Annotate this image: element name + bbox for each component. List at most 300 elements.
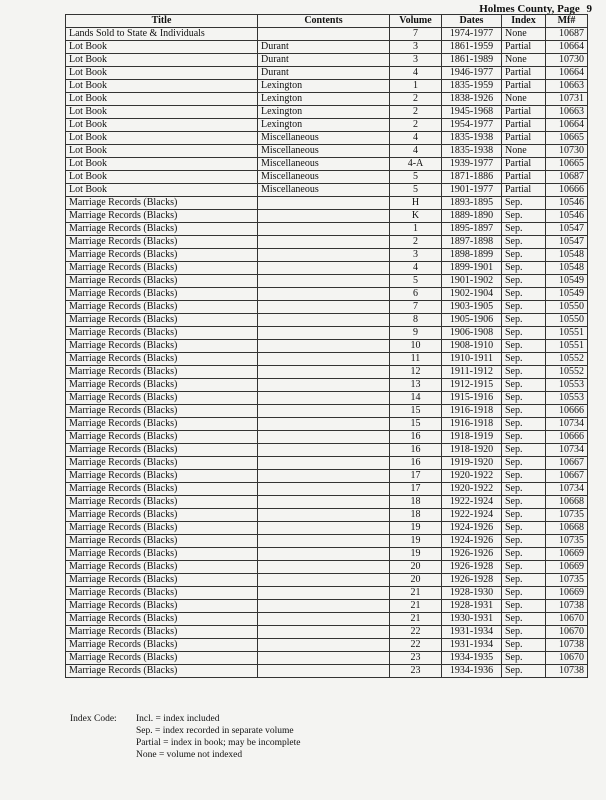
cell-dates: 1930-1931 bbox=[442, 613, 502, 626]
cell-volume: 4 bbox=[390, 132, 442, 145]
cell-contents bbox=[258, 288, 390, 301]
cell-volume: 15 bbox=[390, 418, 442, 431]
cell-volume: 12 bbox=[390, 366, 442, 379]
cell-mf: 10668 bbox=[546, 496, 588, 509]
table-row bbox=[66, 184, 588, 197]
cell-title: Lands Sold to State & Individuals bbox=[66, 28, 258, 41]
cell-volume: 2 bbox=[390, 93, 442, 106]
cell-contents: Lexington bbox=[258, 80, 390, 93]
cell-mf: 10547 bbox=[546, 223, 588, 236]
table-row bbox=[66, 470, 588, 483]
cell-dates: 1902-1904 bbox=[442, 288, 502, 301]
table-row bbox=[66, 639, 588, 652]
cell-title: Lot Book bbox=[66, 184, 258, 197]
cell-index: Sep. bbox=[502, 548, 546, 561]
cell-index: None bbox=[502, 93, 546, 106]
cell-dates: 1922-1924 bbox=[442, 509, 502, 522]
cell-dates: 1861-1959 bbox=[442, 41, 502, 54]
table-row bbox=[66, 119, 588, 132]
cell-mf: 10551 bbox=[546, 327, 588, 340]
cell-mf: 10548 bbox=[546, 262, 588, 275]
table-row bbox=[66, 496, 588, 509]
cell-mf: 10670 bbox=[546, 652, 588, 665]
cell-mf: 10734 bbox=[546, 418, 588, 431]
table-row bbox=[66, 613, 588, 626]
cell-title: Lot Book bbox=[66, 93, 258, 106]
cell-title: Marriage Records (Blacks) bbox=[66, 210, 258, 223]
cell-index: None bbox=[502, 54, 546, 67]
cell-title: Marriage Records (Blacks) bbox=[66, 470, 258, 483]
cell-title: Lot Book bbox=[66, 158, 258, 171]
cell-contents bbox=[258, 522, 390, 535]
cell-dates: 1903-1905 bbox=[442, 301, 502, 314]
cell-contents: Durant bbox=[258, 41, 390, 54]
cell-dates: 1926-1928 bbox=[442, 574, 502, 587]
cell-contents bbox=[258, 262, 390, 275]
cell-dates: 1926-1926 bbox=[442, 548, 502, 561]
cell-volume: 2 bbox=[390, 106, 442, 119]
cell-mf: 10735 bbox=[546, 574, 588, 587]
table-row bbox=[66, 483, 588, 496]
cell-volume: 1 bbox=[390, 80, 442, 93]
cell-contents bbox=[258, 457, 390, 470]
cell-title: Marriage Records (Blacks) bbox=[66, 249, 258, 262]
table-row bbox=[66, 600, 588, 613]
cell-index: Partial bbox=[502, 106, 546, 119]
cell-contents bbox=[258, 249, 390, 262]
cell-contents: Miscellaneous bbox=[258, 171, 390, 184]
cell-volume: 16 bbox=[390, 444, 442, 457]
cell-title: Lot Book bbox=[66, 132, 258, 145]
cell-contents bbox=[258, 483, 390, 496]
cell-volume: 8 bbox=[390, 314, 442, 327]
cell-title: Marriage Records (Blacks) bbox=[66, 301, 258, 314]
cell-index: Sep. bbox=[502, 392, 546, 405]
cell-mf: 10553 bbox=[546, 379, 588, 392]
column-header-contents: Contents bbox=[258, 15, 390, 28]
cell-dates: 1934-1935 bbox=[442, 652, 502, 665]
cell-contents bbox=[258, 548, 390, 561]
cell-contents bbox=[258, 574, 390, 587]
table-row bbox=[66, 249, 588, 262]
cell-contents: Durant bbox=[258, 54, 390, 67]
cell-dates: 1893-1895 bbox=[442, 197, 502, 210]
cell-mf: 10665 bbox=[546, 132, 588, 145]
cell-dates: 1931-1934 bbox=[442, 639, 502, 652]
cell-index: None bbox=[502, 28, 546, 41]
legend-items bbox=[136, 713, 396, 761]
cell-dates: 1928-1930 bbox=[442, 587, 502, 600]
cell-dates: 1934-1936 bbox=[442, 665, 502, 678]
cell-contents: Lexington bbox=[258, 119, 390, 132]
cell-dates: 1915-1916 bbox=[442, 392, 502, 405]
cell-index: Sep. bbox=[502, 405, 546, 418]
cell-index: Partial bbox=[502, 67, 546, 80]
cell-contents bbox=[258, 197, 390, 210]
cell-contents bbox=[258, 509, 390, 522]
cell-volume: 9 bbox=[390, 327, 442, 340]
cell-title: Marriage Records (Blacks) bbox=[66, 366, 258, 379]
cell-title: Marriage Records (Blacks) bbox=[66, 496, 258, 509]
cell-contents bbox=[258, 470, 390, 483]
cell-mf: 10666 bbox=[546, 405, 588, 418]
cell-title: Marriage Records (Blacks) bbox=[66, 327, 258, 340]
cell-contents: Miscellaneous bbox=[258, 184, 390, 197]
cell-dates: 1919-1920 bbox=[442, 457, 502, 470]
cell-title: Lot Book bbox=[66, 171, 258, 184]
cell-contents bbox=[258, 275, 390, 288]
cell-contents bbox=[258, 379, 390, 392]
cell-contents bbox=[258, 639, 390, 652]
table-row bbox=[66, 158, 588, 171]
cell-volume: 5 bbox=[390, 171, 442, 184]
cell-contents bbox=[258, 405, 390, 418]
cell-index: Sep. bbox=[502, 444, 546, 457]
table-row bbox=[66, 288, 588, 301]
legend-title: Index Code: bbox=[70, 714, 117, 724]
cell-dates: 1924-1926 bbox=[442, 535, 502, 548]
cell-dates: 1974-1977 bbox=[442, 28, 502, 41]
cell-index: Sep. bbox=[502, 535, 546, 548]
cell-contents bbox=[258, 392, 390, 405]
cell-index: Sep. bbox=[502, 496, 546, 509]
cell-mf: 10667 bbox=[546, 457, 588, 470]
cell-mf: 10547 bbox=[546, 236, 588, 249]
cell-contents bbox=[258, 535, 390, 548]
table-row bbox=[66, 522, 588, 535]
cell-volume: 5 bbox=[390, 184, 442, 197]
cell-index: Sep. bbox=[502, 236, 546, 249]
cell-mf: 10552 bbox=[546, 366, 588, 379]
table-row bbox=[66, 327, 588, 340]
table-row bbox=[66, 106, 588, 119]
cell-title: Marriage Records (Blacks) bbox=[66, 483, 258, 496]
cell-volume: 7 bbox=[390, 301, 442, 314]
cell-index: Partial bbox=[502, 171, 546, 184]
cell-contents: Miscellaneous bbox=[258, 132, 390, 145]
cell-mf: 10669 bbox=[546, 561, 588, 574]
cell-contents bbox=[258, 327, 390, 340]
cell-mf: 10664 bbox=[546, 41, 588, 54]
cell-mf: 10664 bbox=[546, 119, 588, 132]
cell-dates: 1912-1915 bbox=[442, 379, 502, 392]
cell-index: Sep. bbox=[502, 301, 546, 314]
cell-title: Marriage Records (Blacks) bbox=[66, 652, 258, 665]
cell-volume: 6 bbox=[390, 288, 442, 301]
cell-index: Sep. bbox=[502, 353, 546, 366]
cell-dates: 1906-1908 bbox=[442, 327, 502, 340]
cell-volume: 17 bbox=[390, 483, 442, 496]
table-row bbox=[66, 405, 588, 418]
cell-index: Partial bbox=[502, 132, 546, 145]
cell-mf: 10670 bbox=[546, 626, 588, 639]
table-row bbox=[66, 171, 588, 184]
cell-title: Marriage Records (Blacks) bbox=[66, 418, 258, 431]
cell-contents bbox=[258, 613, 390, 626]
cell-contents bbox=[258, 353, 390, 366]
cell-contents bbox=[258, 665, 390, 678]
cell-index: Sep. bbox=[502, 626, 546, 639]
cell-index: Sep. bbox=[502, 665, 546, 678]
cell-mf: 10667 bbox=[546, 470, 588, 483]
cell-contents bbox=[258, 652, 390, 665]
cell-mf: 10738 bbox=[546, 665, 588, 678]
column-header-dates: Dates bbox=[442, 15, 502, 28]
cell-mf: 10664 bbox=[546, 67, 588, 80]
cell-contents bbox=[258, 340, 390, 353]
cell-title: Marriage Records (Blacks) bbox=[66, 405, 258, 418]
cell-title: Marriage Records (Blacks) bbox=[66, 535, 258, 548]
cell-contents: Miscellaneous bbox=[258, 145, 390, 158]
cell-volume: 13 bbox=[390, 379, 442, 392]
cell-title: Marriage Records (Blacks) bbox=[66, 262, 258, 275]
cell-dates: 1920-1922 bbox=[442, 483, 502, 496]
cell-contents bbox=[258, 561, 390, 574]
cell-title: Marriage Records (Blacks) bbox=[66, 639, 258, 652]
cell-mf: 10668 bbox=[546, 522, 588, 535]
cell-dates: 1835-1938 bbox=[442, 132, 502, 145]
cell-contents: Lexington bbox=[258, 106, 390, 119]
cell-title: Marriage Records (Blacks) bbox=[66, 392, 258, 405]
cell-contents bbox=[258, 626, 390, 639]
cell-volume: 16 bbox=[390, 457, 442, 470]
cell-index: Sep. bbox=[502, 275, 546, 288]
table-row bbox=[66, 379, 588, 392]
page-number: 9 bbox=[586, 3, 592, 15]
cell-mf: 10550 bbox=[546, 314, 588, 327]
cell-volume: 14 bbox=[390, 392, 442, 405]
county-page-label: Holmes County, Page bbox=[479, 3, 580, 15]
cell-title: Marriage Records (Blacks) bbox=[66, 613, 258, 626]
cell-contents: Durant bbox=[258, 67, 390, 80]
cell-mf: 10665 bbox=[546, 158, 588, 171]
cell-title: Marriage Records (Blacks) bbox=[66, 509, 258, 522]
table-row bbox=[66, 314, 588, 327]
cell-title: Marriage Records (Blacks) bbox=[66, 340, 258, 353]
cell-volume: 1 bbox=[390, 223, 442, 236]
cell-title: Lot Book bbox=[66, 54, 258, 67]
cell-index: Sep. bbox=[502, 210, 546, 223]
cell-mf: 10546 bbox=[546, 210, 588, 223]
cell-title: Marriage Records (Blacks) bbox=[66, 574, 258, 587]
cell-volume: 18 bbox=[390, 509, 442, 522]
cell-dates: 1905-1906 bbox=[442, 314, 502, 327]
table-row bbox=[66, 28, 588, 41]
cell-title: Marriage Records (Blacks) bbox=[66, 353, 258, 366]
cell-title: Marriage Records (Blacks) bbox=[66, 444, 258, 457]
table-row bbox=[66, 561, 588, 574]
table-row bbox=[66, 262, 588, 275]
table-row bbox=[66, 197, 588, 210]
cell-mf: 10669 bbox=[546, 548, 588, 561]
legend-item: None = volume not indexed bbox=[136, 750, 243, 760]
table-row bbox=[66, 626, 588, 639]
cell-dates: 1895-1897 bbox=[442, 223, 502, 236]
legend-item: Sep. = index recorded in separate volume bbox=[136, 726, 294, 736]
records-table bbox=[65, 14, 588, 678]
cell-volume: 2 bbox=[390, 236, 442, 249]
cell-mf: 10731 bbox=[546, 93, 588, 106]
cell-dates: 1835-1938 bbox=[442, 145, 502, 158]
cell-index: Sep. bbox=[502, 574, 546, 587]
cell-title: Marriage Records (Blacks) bbox=[66, 431, 258, 444]
cell-dates: 1897-1898 bbox=[442, 236, 502, 249]
cell-index: Partial bbox=[502, 158, 546, 171]
column-header-title: Title bbox=[66, 15, 258, 28]
cell-title: Lot Book bbox=[66, 80, 258, 93]
cell-dates: 1946-1977 bbox=[442, 67, 502, 80]
cell-index: Sep. bbox=[502, 509, 546, 522]
cell-dates: 1908-1910 bbox=[442, 340, 502, 353]
cell-mf: 10550 bbox=[546, 301, 588, 314]
cell-dates: 1861-1989 bbox=[442, 54, 502, 67]
cell-dates: 1928-1931 bbox=[442, 600, 502, 613]
table-row bbox=[66, 145, 588, 158]
cell-volume: 21 bbox=[390, 587, 442, 600]
cell-dates: 1899-1901 bbox=[442, 262, 502, 275]
cell-contents bbox=[258, 431, 390, 444]
cell-index: Sep. bbox=[502, 470, 546, 483]
cell-mf: 10666 bbox=[546, 431, 588, 444]
cell-title: Marriage Records (Blacks) bbox=[66, 275, 258, 288]
cell-index: Sep. bbox=[502, 366, 546, 379]
table-row bbox=[66, 275, 588, 288]
cell-mf: 10663 bbox=[546, 106, 588, 119]
cell-index: Sep. bbox=[502, 418, 546, 431]
table-row bbox=[66, 54, 588, 67]
cell-title: Marriage Records (Blacks) bbox=[66, 561, 258, 574]
table-row bbox=[66, 652, 588, 665]
cell-volume: 20 bbox=[390, 561, 442, 574]
cell-mf: 10549 bbox=[546, 288, 588, 301]
cell-dates: 1889-1890 bbox=[442, 210, 502, 223]
cell-title: Lot Book bbox=[66, 119, 258, 132]
cell-contents bbox=[258, 496, 390, 509]
cell-dates: 1918-1919 bbox=[442, 431, 502, 444]
table-row bbox=[66, 41, 588, 54]
cell-title: Lot Book bbox=[66, 41, 258, 54]
cell-title: Marriage Records (Blacks) bbox=[66, 548, 258, 561]
cell-mf: 10734 bbox=[546, 444, 588, 457]
cell-mf: 10546 bbox=[546, 197, 588, 210]
cell-mf: 10734 bbox=[546, 483, 588, 496]
table-row bbox=[66, 67, 588, 80]
cell-contents: Lexington bbox=[258, 93, 390, 106]
table-row bbox=[66, 236, 588, 249]
cell-volume: 23 bbox=[390, 652, 442, 665]
cell-volume: 4 bbox=[390, 67, 442, 80]
cell-title: Marriage Records (Blacks) bbox=[66, 587, 258, 600]
cell-title: Marriage Records (Blacks) bbox=[66, 236, 258, 249]
cell-dates: 1901-1977 bbox=[442, 184, 502, 197]
table-row bbox=[66, 301, 588, 314]
cell-title: Marriage Records (Blacks) bbox=[66, 379, 258, 392]
table-row bbox=[66, 535, 588, 548]
table-body bbox=[66, 28, 588, 678]
cell-volume: 7 bbox=[390, 28, 442, 41]
cell-volume: 21 bbox=[390, 613, 442, 626]
cell-contents bbox=[258, 587, 390, 600]
cell-index: Sep. bbox=[502, 223, 546, 236]
table-row bbox=[66, 587, 588, 600]
cell-volume: 19 bbox=[390, 548, 442, 561]
cell-dates: 1916-1918 bbox=[442, 418, 502, 431]
cell-index: Sep. bbox=[502, 522, 546, 535]
cell-mf: 10687 bbox=[546, 171, 588, 184]
cell-title: Marriage Records (Blacks) bbox=[66, 600, 258, 613]
cell-volume: 2 bbox=[390, 119, 442, 132]
table-row bbox=[66, 353, 588, 366]
cell-volume: 15 bbox=[390, 405, 442, 418]
cell-dates: 1838-1926 bbox=[442, 93, 502, 106]
cell-mf: 10738 bbox=[546, 600, 588, 613]
cell-dates: 1924-1926 bbox=[442, 522, 502, 535]
table-row bbox=[66, 457, 588, 470]
cell-mf: 10670 bbox=[546, 613, 588, 626]
cell-dates: 1939-1977 bbox=[442, 158, 502, 171]
cell-contents bbox=[258, 418, 390, 431]
cell-volume: 11 bbox=[390, 353, 442, 366]
cell-dates: 1920-1922 bbox=[442, 470, 502, 483]
cell-mf: 10730 bbox=[546, 54, 588, 67]
cell-mf: 10669 bbox=[546, 587, 588, 600]
cell-contents bbox=[258, 301, 390, 314]
cell-dates: 1916-1918 bbox=[442, 405, 502, 418]
cell-mf: 10738 bbox=[546, 639, 588, 652]
cell-index: Sep. bbox=[502, 314, 546, 327]
cell-index: Sep. bbox=[502, 262, 546, 275]
cell-dates: 1901-1902 bbox=[442, 275, 502, 288]
cell-dates: 1835-1959 bbox=[442, 80, 502, 93]
cell-mf: 10552 bbox=[546, 353, 588, 366]
cell-dates: 1954-1977 bbox=[442, 119, 502, 132]
cell-index: Sep. bbox=[502, 340, 546, 353]
cell-index: Partial bbox=[502, 184, 546, 197]
legend-item: Partial = index in book; may be incomplete bbox=[136, 738, 301, 748]
cell-dates: 1911-1912 bbox=[442, 366, 502, 379]
column-header-mf: Mf# bbox=[546, 15, 588, 28]
cell-volume: 3 bbox=[390, 54, 442, 67]
cell-dates: 1898-1899 bbox=[442, 249, 502, 262]
cell-title: Marriage Records (Blacks) bbox=[66, 522, 258, 535]
cell-index: Sep. bbox=[502, 249, 546, 262]
cell-mf: 10735 bbox=[546, 509, 588, 522]
cell-index: Partial bbox=[502, 80, 546, 93]
cell-volume: 19 bbox=[390, 522, 442, 535]
table-row bbox=[66, 80, 588, 93]
table-row bbox=[66, 509, 588, 522]
table-row bbox=[66, 223, 588, 236]
cell-index: Partial bbox=[502, 41, 546, 54]
column-header-index: Index bbox=[502, 15, 546, 28]
cell-index: Sep. bbox=[502, 639, 546, 652]
cell-mf: 10549 bbox=[546, 275, 588, 288]
cell-contents bbox=[258, 314, 390, 327]
cell-index: Sep. bbox=[502, 197, 546, 210]
cell-volume: 4 bbox=[390, 262, 442, 275]
cell-index: Sep. bbox=[502, 652, 546, 665]
cell-title: Marriage Records (Blacks) bbox=[66, 457, 258, 470]
cell-index: Sep. bbox=[502, 613, 546, 626]
cell-index: Sep. bbox=[502, 587, 546, 600]
cell-volume: 23 bbox=[390, 665, 442, 678]
cell-index: Sep. bbox=[502, 327, 546, 340]
cell-mf: 10663 bbox=[546, 80, 588, 93]
cell-volume: 10 bbox=[390, 340, 442, 353]
table-row bbox=[66, 444, 588, 457]
cell-index: Sep. bbox=[502, 561, 546, 574]
cell-dates: 1918-1920 bbox=[442, 444, 502, 457]
